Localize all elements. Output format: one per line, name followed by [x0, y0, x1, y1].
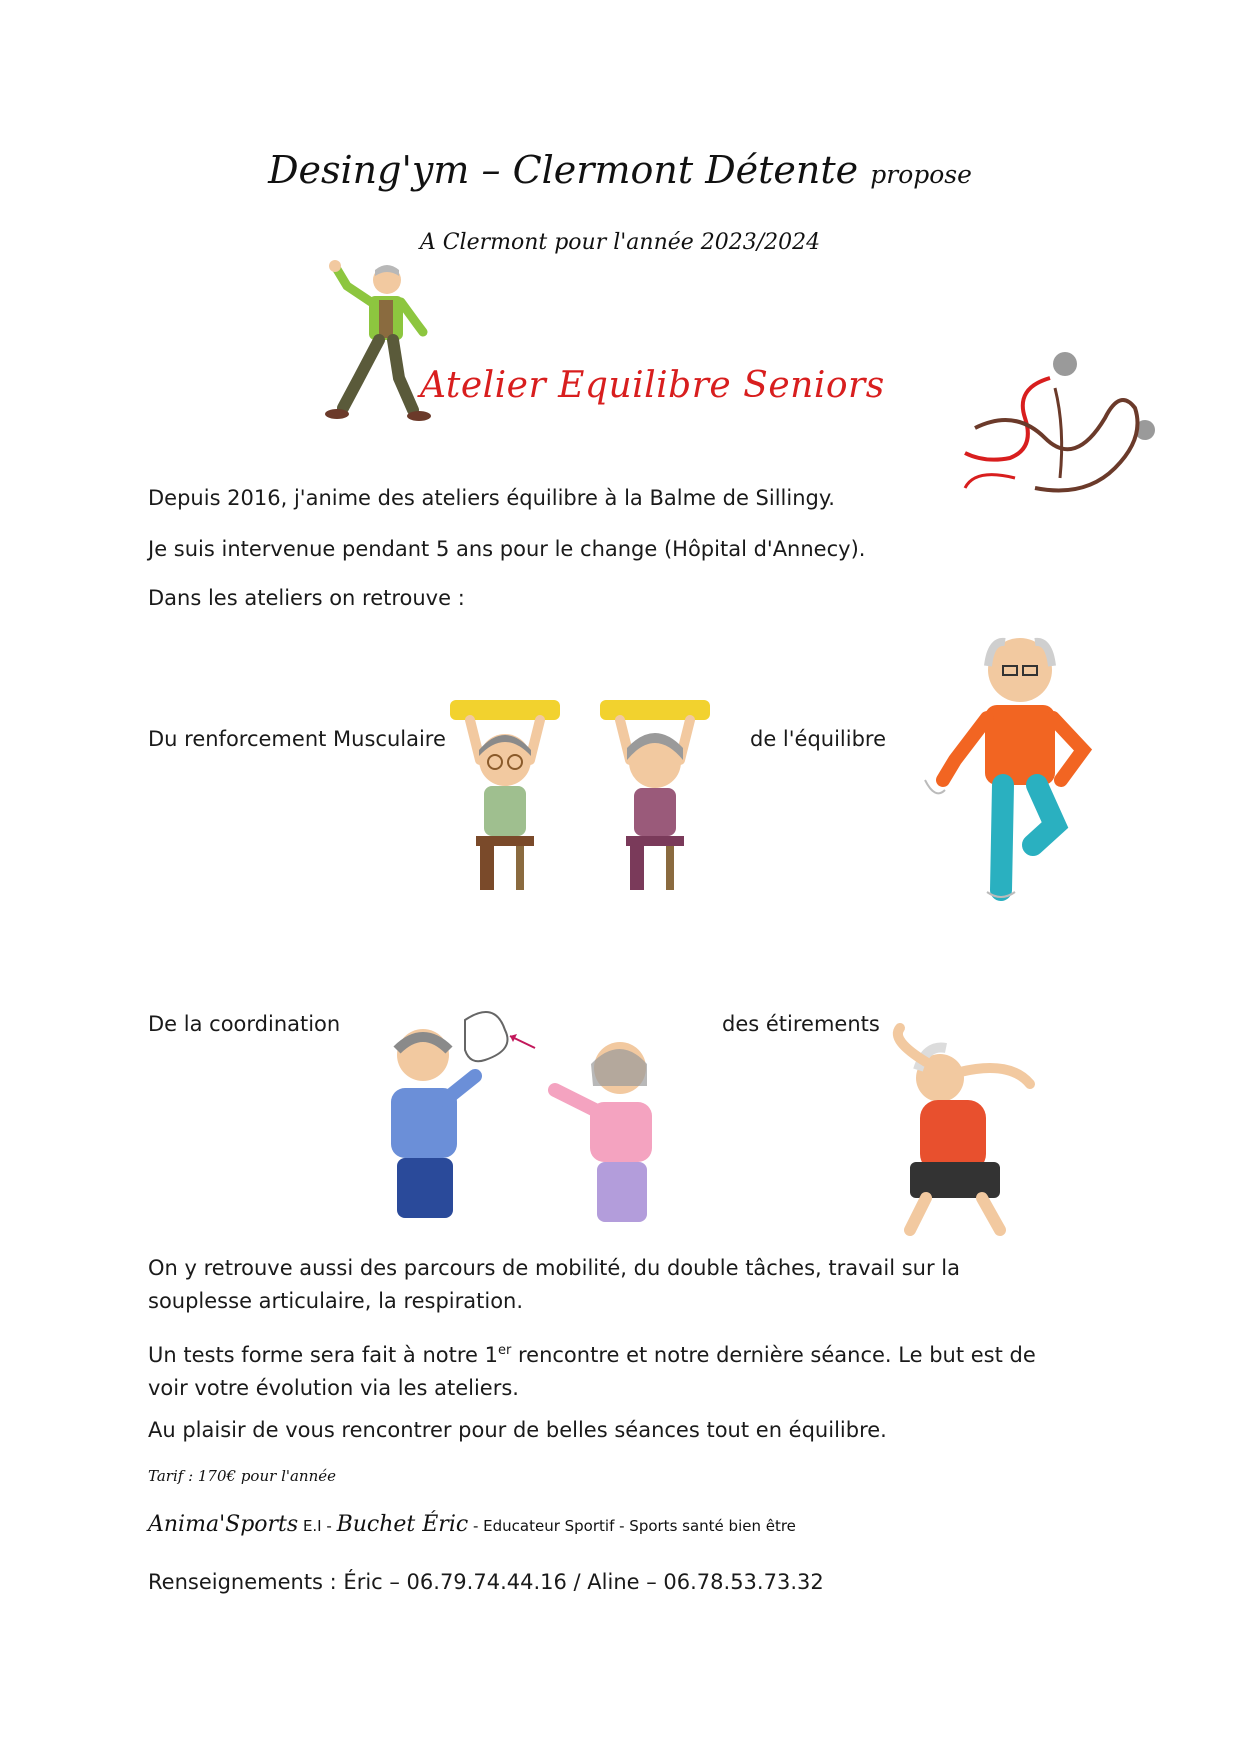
tests-text-end: rencontre et notre dernière séance. Le but est de voir votre évolution via les ateliers.	[148, 1343, 1036, 1400]
coach-role: - Educateur Sportif - Sports santé bien être	[468, 1517, 796, 1535]
label-renforcement: Du renforcement Musculaire	[148, 727, 446, 751]
walking-senior-illustration	[295, 258, 435, 433]
paragraph-tests	[148, 1334, 1068, 1405]
contact-line: Renseignements : Éric – 06.79.74.44.16 / Aline – 06.78.53.73.32	[148, 1570, 824, 1594]
page-title	[0, 148, 1240, 192]
paragraph-plaisir: Au plaisir de vous rencontrer pour de belles séances tout en équilibre.	[148, 1418, 887, 1442]
page-subtitle: A Clermont pour l'année 2023/2024	[419, 230, 821, 255]
label-etirements: des étirements	[722, 1012, 880, 1036]
seated-stretch-man-illustration	[440, 690, 570, 900]
signature-line	[148, 1512, 796, 1537]
tests-text-start: Un tests forme sera fait à notre 1	[148, 1343, 498, 1367]
brand-name: Anima'Sports	[148, 1512, 299, 1537]
intro-line-3: Dans les ateliers on retrouve :	[148, 586, 465, 610]
seated-stretch-woman-illustration	[590, 690, 720, 900]
towel-toss-illustration	[385, 1010, 685, 1235]
title-suffix: propose	[870, 160, 972, 189]
tarif-text: Tarif : 170€ pour l'année	[148, 1467, 337, 1485]
atelier-title: Atelier Equilibre Seniors	[420, 365, 885, 406]
intro-line-1: Depuis 2016, j'anime des ateliers équilibre à la Balme de Sillingy.	[148, 486, 835, 510]
coach-name: Buchet Éric	[336, 1512, 469, 1537]
label-coordination: De la coordination	[148, 1012, 341, 1036]
label-equilibre: de l'équilibre	[750, 727, 887, 751]
intro-line-2: Je suis intervenue pendant 5 ans pour le change (Hôpital d'Annecy).	[148, 537, 866, 561]
tests-superscript: er	[497, 1343, 512, 1358]
logo-icon	[955, 348, 1165, 518]
brand-suffix: E.I -	[298, 1517, 337, 1535]
title-main: Desing'ym – Clermont Détente	[268, 148, 859, 192]
paragraph-parcours: On y retrouve aussi des parcours de mobilité, du double tâches, travail sur la souplesse articulaire, la respiration.	[148, 1256, 960, 1313]
balance-senior-illustration	[915, 630, 1105, 910]
side-stretch-senior-illustration	[870, 1030, 1050, 1240]
